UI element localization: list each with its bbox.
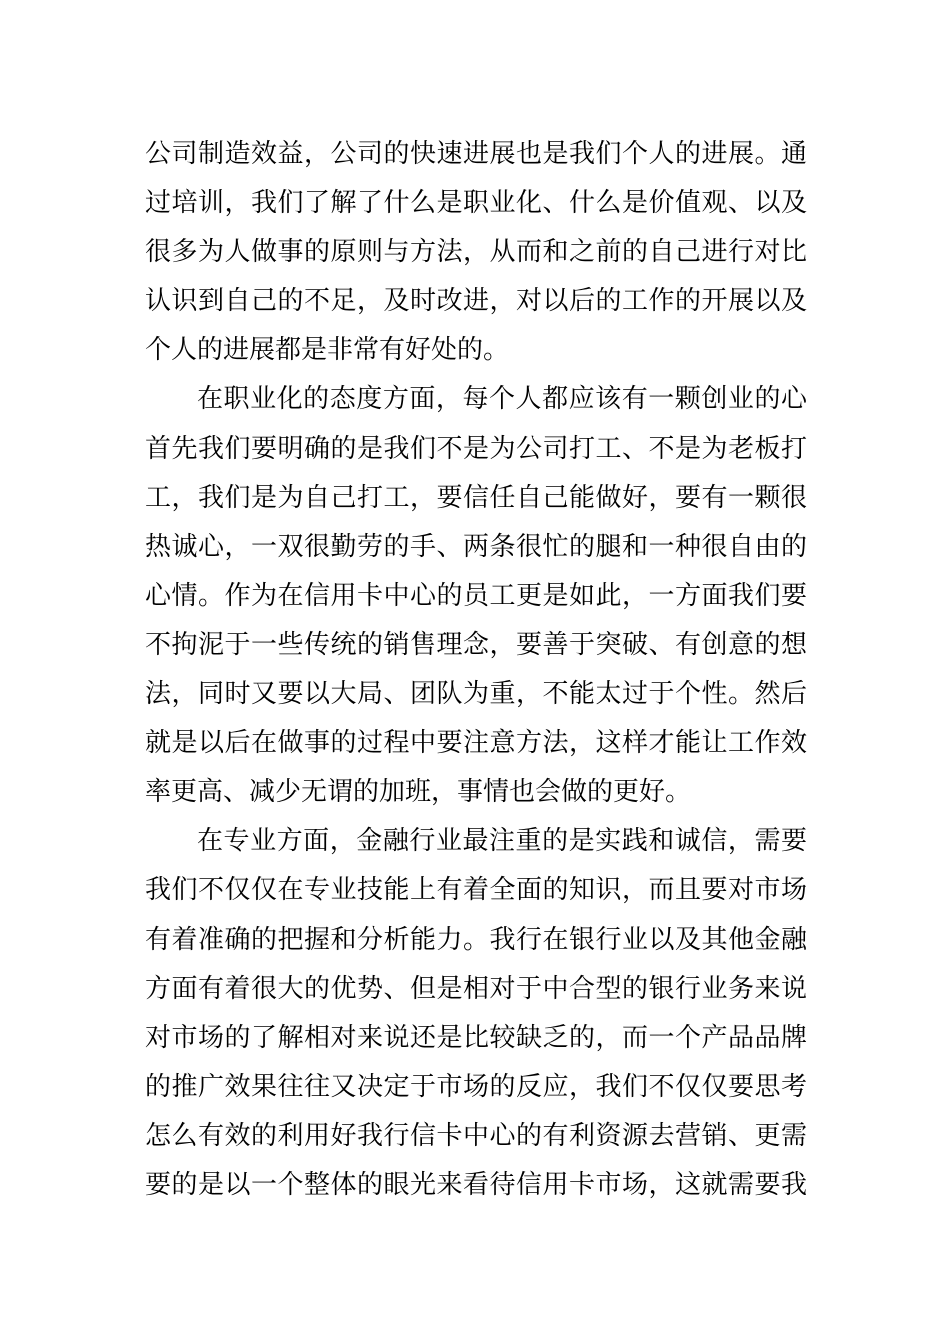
text-line: 过培训，我们了解了什么是职业化、什么是价值观、以及	[145, 188, 807, 219]
text-line: 在专业方面，金融行业最注重的是实践和诚信，需要	[197, 826, 807, 857]
text-line: 我们不仅仅在专业技能上有着全面的知识，而且要对市场	[145, 875, 807, 906]
text-line: 要的是以一个整体的眼光来看待信用卡市场，这就需要我	[145, 1169, 807, 1200]
text-line: 不拘泥于一些传统的销售理念，要善于突破、有创意的想	[145, 629, 807, 660]
text-line: 首先我们要明确的是我们不是为公司打工、不是为老板打	[145, 433, 807, 464]
text-line: 心情。作为在信用卡中心的员工更是如此，一方面我们要	[145, 580, 807, 611]
text-line: 在职业化的态度方面，每个人都应该有一颗创业的心	[197, 384, 807, 415]
text-line: 率更高、减少无谓的加班，事情也会做的更好。	[145, 777, 692, 808]
document-body	[145, 130, 807, 1210]
text-line: 有着准确的把握和分析能力。我行在银行业以及其他金融	[145, 924, 807, 955]
text-line: 法，同时又要以大局、团队为重，不能太过于个性。然后	[145, 679, 807, 710]
text-line: 个人的进展都是非常有好处的。	[145, 335, 510, 366]
text-line: 的推广效果往往又决定于市场的反应，我们不仅仅要思考	[145, 1071, 807, 1102]
paragraph-2	[145, 375, 807, 817]
text-line: 对市场的了解相对来说还是比较缺乏的，而一个产品品牌	[145, 1022, 807, 1053]
text-line: 怎么有效的利用好我行信卡中心的有利资源去营销、更需	[145, 1120, 807, 1151]
paragraph-3	[145, 817, 807, 1210]
text-line: 很多为人做事的原则与方法，从而和之前的自己进行对比	[145, 237, 807, 268]
text-line: 就是以后在做事的过程中要注意方法，这样才能让工作效	[145, 728, 807, 759]
text-line: 认识到自己的不足，及时改进，对以后的工作的开展以及	[145, 286, 807, 317]
paragraph-1	[145, 130, 807, 375]
text-line: 工，我们是为自己打工，要信任自己能做好，要有一颗很	[145, 482, 807, 513]
text-line: 方面有着很大的优势、但是相对于中合型的银行业务来说	[145, 973, 807, 1004]
text-line: 公司制造效益，公司的快速进展也是我们个人的进展。通	[145, 139, 807, 169]
text-line: 热诚心，一双很勤劳的手、两条很忙的腿和一种很自由的	[145, 531, 807, 562]
